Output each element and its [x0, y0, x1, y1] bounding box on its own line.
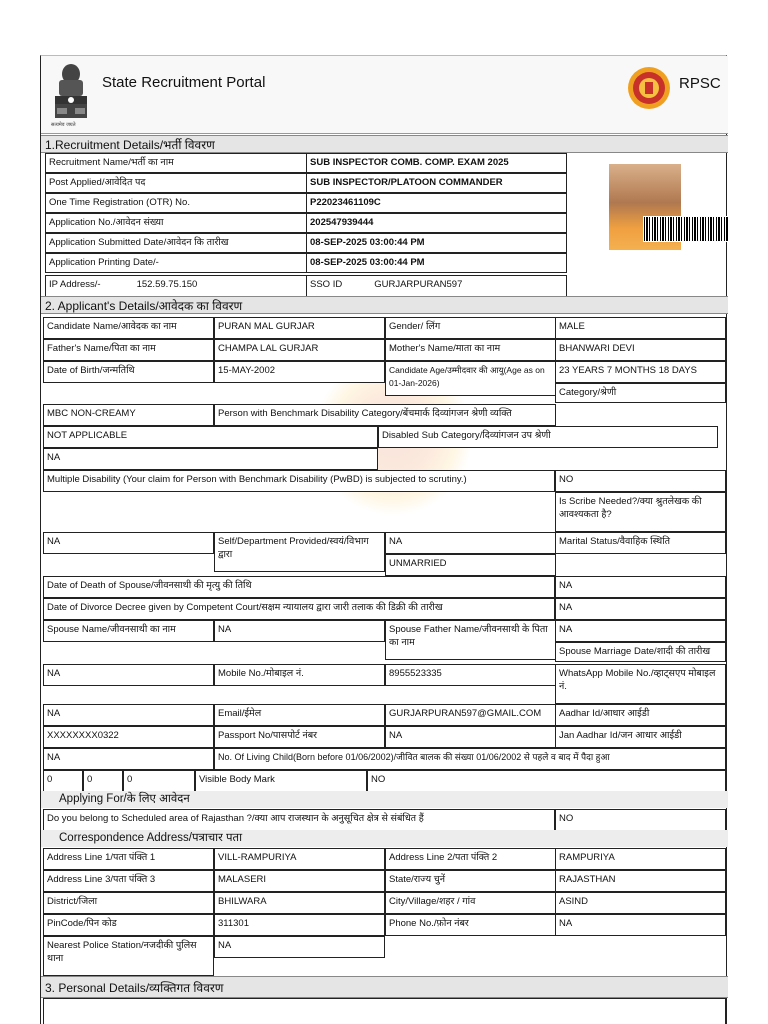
value-spouse-death: NA: [555, 576, 726, 598]
label-address-line-1: Address Line 1/पता पंक्ति 1: [43, 848, 214, 870]
value-self-department: NA: [385, 532, 556, 554]
value-post-applied: SUB INSPECTOR/PLATOON COMMANDER: [306, 173, 567, 193]
label-scheduled-area: Do you belong to Scheduled area of Rajasthan ?/क्या आप राजस्थान के अनुसूचित क्षेत्र से संबंधित हैं: [43, 809, 555, 831]
value-recruitment-name: SUB INSPECTOR COMB. COMP. EXAM 2025: [306, 153, 567, 173]
value-mobile: 8955523335: [385, 664, 556, 686]
value-pincode: 311301: [214, 914, 385, 936]
label-self-department: Self/Department Provided/स्वयं/विभाग द्वारा: [214, 532, 385, 572]
org-name: RPSC: [679, 75, 721, 92]
section-applicant-title: 2. Applicant's Details/आवेदक का विवरण: [41, 296, 728, 314]
label-spouse-marriage: Spouse Marriage Date/शादी की तारीख: [555, 642, 726, 662]
application-page: [40, 55, 727, 1024]
label-state: State/राज्य चुनें: [385, 870, 556, 892]
sso-label: SSO ID: [310, 279, 343, 290]
value-spouse-father: NA: [555, 620, 726, 642]
value-candidate-name: PURAN MAL GURJAR: [214, 317, 385, 339]
section-applying-title: Applying For/के लिए आवेदन: [41, 791, 728, 808]
value-police-station: NA: [214, 936, 385, 958]
value-address-line-3: MALASERI: [214, 870, 385, 892]
sso-id-cell: [306, 275, 567, 297]
label-city: City/Village/शहर / गांव: [385, 892, 556, 914]
value-marital-status: UNMARRIED: [385, 554, 556, 576]
value-child-1: 0: [43, 770, 83, 792]
value-district: BHILWARA: [214, 892, 385, 914]
value-address-line-1: VILL-RAMPURIYA: [214, 848, 385, 870]
label-disabled-sub: Disabled Sub Category/दिव्यांगजन उप श्रेणी: [378, 426, 718, 448]
value-divorce-date: NA: [555, 598, 726, 620]
label-gender: Gender/ लिंग: [385, 317, 556, 339]
value-dob: 15-MAY-2002: [214, 361, 385, 383]
label-address-line-3: Address Line 3/पता पंक्ति 3: [43, 870, 214, 892]
label-marital-status: Marital Status/वैवाहिक स्थिति: [555, 532, 726, 554]
value-body-mark: NO: [367, 770, 726, 792]
value-address-line-2: RAMPURIYA: [555, 848, 726, 870]
label-pwbd: Person with Benchmark Disability Category/बेंचमार्क दिव्यांगजन श्रेणी व्यक्ति: [214, 404, 556, 426]
label-otr: One Time Registration (OTR) No.: [45, 193, 307, 213]
value-father-name: CHAMPA LAL GURJAR: [214, 339, 385, 361]
value-gender: MALE: [555, 317, 726, 339]
personal-details-table: [43, 998, 726, 1024]
label-pincode: PinCode/पिन कोड: [43, 914, 214, 936]
label-age: Candidate Age/उम्मीदवार की आयु(Age as on 01-Jan-2026): [385, 361, 556, 396]
value-printing-date: 08-SEP-2025 03:00:44 PM: [306, 253, 567, 273]
value-city: ASIND: [555, 892, 726, 914]
label-living-children: No. Of Living Child(Born before 01/06/2002)/जीवित बालक की संख्या 01/06/2002 से पहले व बाद में पैदा हुआ: [214, 748, 726, 770]
label-printing-date: Application Printing Date/-: [45, 253, 307, 273]
value-passport: NA: [385, 726, 556, 748]
value-scribe: NA: [43, 532, 214, 554]
label-dob: Date of Birth/जन्मतिथि: [43, 361, 214, 383]
section-address-title: Correspondence Address/पत्राचार पता: [41, 830, 728, 847]
label-whatsapp: WhatsApp Mobile No./व्हाट्सएप मोबाइल नं.: [555, 664, 726, 704]
label-post-applied: Post Applied/आवेदित पद: [45, 173, 307, 193]
value-age: 23 YEARS 7 MONTHS 18 DAYS: [555, 361, 726, 383]
label-category: Category/श्रेणी: [555, 383, 726, 403]
label-father-name: Father's Name/पिता का नाम: [43, 339, 214, 361]
value-child-2: 0: [83, 770, 123, 792]
header: [41, 56, 728, 134]
label-spouse-name: Spouse Name/जीवनसाथी का नाम: [43, 620, 214, 642]
label-address-line-2: Address Line 2/पता पंक्ति 2: [385, 848, 556, 870]
section-personal-title: 3. Personal Details/व्यक्तिगत विवरण: [41, 976, 728, 998]
value-mother-name: BHANWARI DEVI: [555, 339, 726, 361]
label-spouse-death: Date of Death of Spouse/जीवनसाथी की मृत्यु की तिथि: [43, 576, 555, 598]
portal-title: State Recruitment Portal: [102, 74, 266, 91]
emblem-caption: सत्यमेव जयते: [51, 122, 76, 128]
label-application-no: Application No./आवेदन संख्या: [45, 213, 307, 233]
label-mobile: Mobile No./मोबाइल नं.: [214, 664, 385, 686]
ip-value: 152.59.75.150: [136, 279, 198, 290]
value-application-no: 202547939444: [306, 213, 567, 233]
value-pwbd: NOT APPLICABLE: [43, 426, 378, 448]
label-jan-aadhar: Jan Aadhar Id/जन आधार आईडी: [555, 726, 726, 748]
value-multiple-disability: NO: [555, 470, 726, 492]
value-spouse-marriage: NA: [43, 664, 214, 686]
value-disabled-sub: NA: [43, 448, 378, 470]
label-ip-address: [45, 275, 307, 297]
value-phone: NA: [555, 914, 726, 936]
label-candidate-name: Candidate Name/आवेदक का नाम: [43, 317, 214, 339]
value-state: RAJASTHAN: [555, 870, 726, 892]
label-police-station: Nearest Police Station/नजदीकी पुलिस थाना: [43, 936, 214, 976]
barcode-icon: [643, 216, 729, 242]
label-scribe: Is Scribe Needed?/क्या श्रुतलेखक की आवश्यकता है?: [555, 492, 726, 532]
label-district: District/जिला: [43, 892, 214, 914]
label-aadhar: Aadhar Id/आधार आईडी: [555, 704, 726, 726]
rpsc-logo-icon: [626, 60, 672, 116]
value-scheduled-area: NO: [555, 809, 726, 831]
label-spouse-father: Spouse Father Name/जीवनसाथी के पिता का नाम: [385, 620, 556, 660]
label-submitted-date: Application Submitted Date/आवेदन कि तारीख: [45, 233, 307, 253]
label-body-mark: Visible Body Mark: [195, 770, 367, 792]
label-divorce-date: Date of Divorce Decree given by Competent Court/सक्षम न्यायालय द्वारा जारी तलाक की डिक्री की तारीख: [43, 598, 555, 620]
value-submitted-date: 08-SEP-2025 03:00:44 PM: [306, 233, 567, 253]
sso-value: GURJARPURAN597: [374, 279, 463, 290]
value-spouse-name: NA: [214, 620, 385, 642]
label-phone: Phone No./फ़ोन नंबर: [385, 914, 556, 936]
section-recruitment-title: 1.Recruitment Details/भर्ती विवरण: [41, 135, 728, 153]
label-email: Email/ईमेल: [214, 704, 385, 726]
value-aadhar: XXXXXXXX0322: [43, 726, 214, 748]
ip-label: IP Address/-: [49, 279, 101, 290]
label-mother-name: Mother's Name/माता का नाम: [385, 339, 556, 361]
value-category: MBC NON-CREAMY: [43, 404, 214, 426]
value-child-3: 0: [123, 770, 195, 792]
label-recruitment-name: Recruitment Name/भर्ती का नाम: [45, 153, 307, 173]
value-email: GURJARPURAN597@GMAIL.COM: [385, 704, 556, 726]
value-otr: P22023461109C: [306, 193, 567, 213]
label-passport: Passport No/पासपोर्ट नंबर: [214, 726, 385, 748]
value-whatsapp: NA: [43, 704, 214, 726]
label-multiple-disability: Multiple Disability (Your claim for Person with Benchmark Disability (PwBD) is subjected to scrutiny.): [43, 470, 555, 492]
value-jan-aadhar: NA: [43, 748, 214, 770]
